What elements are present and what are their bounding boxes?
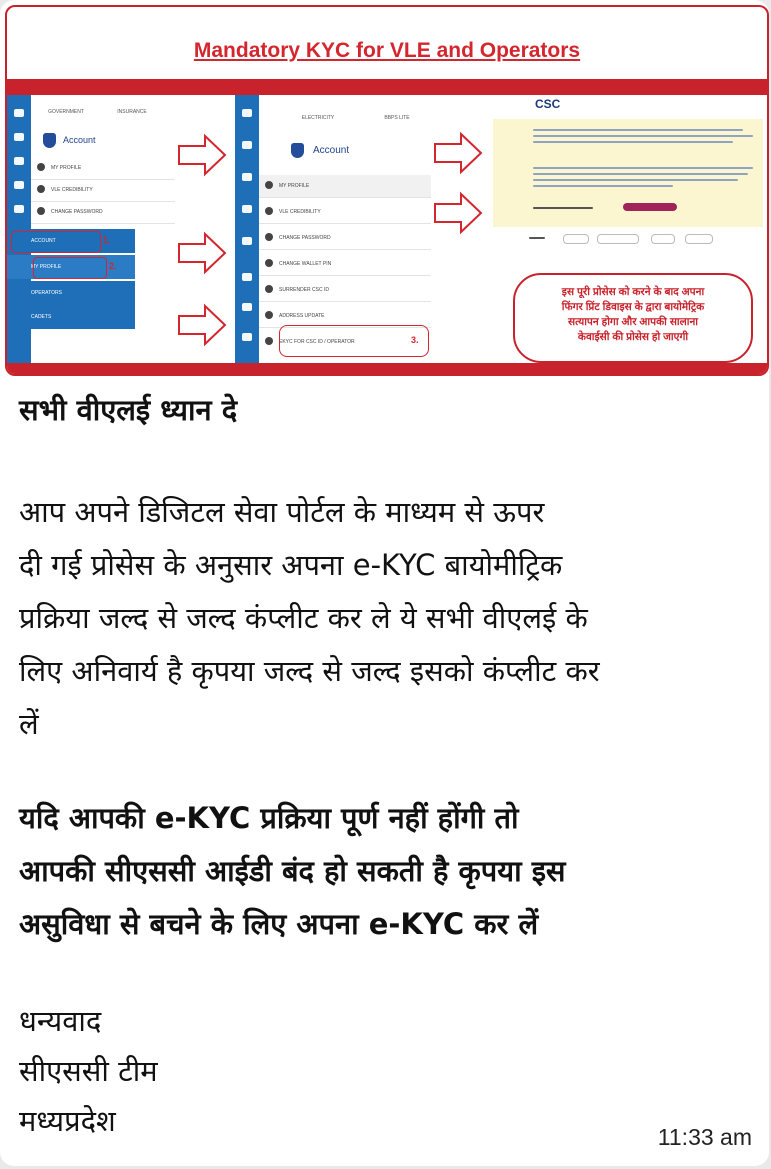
verify-button: [623, 203, 677, 211]
list-icon: [242, 173, 252, 181]
submenu-my-profile: MY PROFILE: [7, 255, 135, 279]
step-3-label: 3.: [411, 335, 419, 345]
grid-icon: [14, 133, 24, 141]
grid-icon: [242, 141, 252, 149]
menu-item-my-profile: MY PROFILE: [259, 175, 431, 198]
image-title-band: [7, 79, 767, 95]
account-heading: Account: [313, 145, 350, 156]
biometric-notice: इस पूरी प्रोसेस को करने के बाद अपना फिंगर प्रिंट डिवाइस के द्वारा बायोमेट्रिक सत्यापन होगा और आपकी सालाना केवाईसी की प्रोसेस हो जाएगी: [513, 273, 753, 363]
key-icon: [37, 207, 45, 215]
menu-item-change-password: CHANGE PASSWORD: [259, 227, 431, 250]
tab-insurance: INSURANCE: [117, 109, 147, 115]
users-icon: [242, 273, 252, 281]
consent-text-line: [533, 135, 753, 137]
arrow-right-icon: [433, 131, 485, 175]
step-1-label: 1.: [103, 235, 111, 245]
list-icon: [14, 157, 24, 165]
tab-bbps-lite: BBPS LITE: [384, 115, 410, 121]
gear-icon: [242, 109, 252, 117]
user-icon: [37, 163, 45, 171]
person-icon: [265, 207, 273, 215]
arrow-right-icon: [177, 303, 229, 347]
menu-item-vle-credibility: VLE CREDIBILITY: [259, 201, 431, 224]
consent-text-line: [533, 173, 748, 175]
message-timestamp: 11:33 am: [657, 1124, 752, 1150]
highlight-account: [11, 231, 101, 253]
menu-item-address-update: ADDRESS UPDATE: [259, 305, 431, 328]
account-heading: Account: [63, 135, 96, 145]
message-body: आप अपने डिजिटल सेवा पोर्टल के माध्यम से ऊपर दी गई प्रोसेस के अनुसार अपना e-KYC बायोमीट्रिक प्रक्रिया जल्द से जल्द कंप्लीट कर ले ये सभी वीएलई के लिए अनिवार्य है कृपया जल्द से जल्द इसको कंप्लीट कर लें: [19, 495, 600, 741]
aadhaar-label: [533, 207, 593, 209]
gear-icon: [14, 109, 24, 117]
menu-item-change-password: CHANGE PASSWORD: [31, 201, 175, 224]
menu-item-surrender-csc-id: SURRENDER CSC ID: [259, 279, 431, 302]
submenu-operators: OPERATORS: [7, 281, 135, 305]
shield-icon: [43, 133, 56, 148]
book-icon: [242, 205, 252, 213]
arrow-right-icon: [177, 231, 229, 275]
mode-option-fingerprint: [597, 234, 639, 244]
image-title: Mandatory KYC for VLE and Operators: [193, 39, 581, 62]
mode-label: [529, 237, 545, 239]
consent-text-line: [533, 129, 743, 131]
arrow-right-icon: [433, 191, 485, 235]
highlight-ekyc: [279, 325, 429, 357]
submenu-cadets: CADETS: [7, 305, 135, 329]
consent-text-line: [533, 179, 738, 181]
menu-item-vle-credibility: VLE CREDIBILITY: [31, 179, 175, 202]
cart-icon: [242, 237, 252, 245]
highlight-my-profile: [33, 257, 107, 279]
tab-electricity: ELECTRICITY: [301, 115, 335, 121]
message-warning: यदि आपकी e-KYC प्रक्रिया पूर्ण नहीं होंगी तो आपकी सीएससी आईडी बंद हो सकती है कृपया इस असुविधा से बचने के लिए अपना e-KYC कर लें: [19, 801, 566, 941]
mode-option: [685, 234, 713, 244]
users-icon: [242, 333, 252, 341]
pin-icon: [265, 259, 273, 267]
menu-item-change-wallet-pin: CHANGE WALLET PIN: [259, 253, 431, 276]
message-heading: सभी वीएलई ध्यान दे: [19, 393, 238, 427]
menu-item-ekyc: EKYC FOR CSC ID / OPERATOR: [259, 331, 431, 353]
portal-panel-2: [235, 95, 431, 363]
user-icon: [265, 181, 273, 189]
home-icon: [265, 311, 273, 319]
consent-text-line: [533, 185, 673, 187]
menu-item-my-profile: MY PROFILE: [31, 157, 175, 180]
step-2-label: 2.: [109, 261, 117, 271]
tab-government: GOVERNMENT: [48, 109, 84, 115]
person-icon: [37, 185, 45, 193]
chat-icon: [242, 303, 252, 311]
fingerprint-icon: [265, 337, 273, 345]
ekyc-consent-box: [493, 119, 763, 227]
book-icon: [14, 181, 24, 189]
mode-option: [563, 234, 589, 244]
cart-icon: [14, 205, 24, 213]
portal-panel-1: [7, 95, 175, 363]
arrow-right-icon: [177, 133, 229, 177]
portal-sidebar: [235, 95, 259, 363]
consent-text-line: [533, 167, 753, 169]
shield-icon: [291, 143, 304, 158]
mode-option: [651, 234, 675, 244]
block-icon: [265, 285, 273, 293]
key-icon: [265, 233, 273, 241]
message-signoff: धन्यवाद सीएससी टीम मध्यप्रदेश: [19, 1004, 158, 1138]
portal-panel-3: [485, 95, 767, 363]
consent-text-line: [533, 141, 733, 143]
image-bottom-band: [7, 363, 767, 374]
submenu-account: ACCOUNT: [7, 229, 135, 253]
csc-logo: CSC: [535, 97, 561, 111]
kyc-instruction-image[interactable]: [5, 5, 769, 376]
